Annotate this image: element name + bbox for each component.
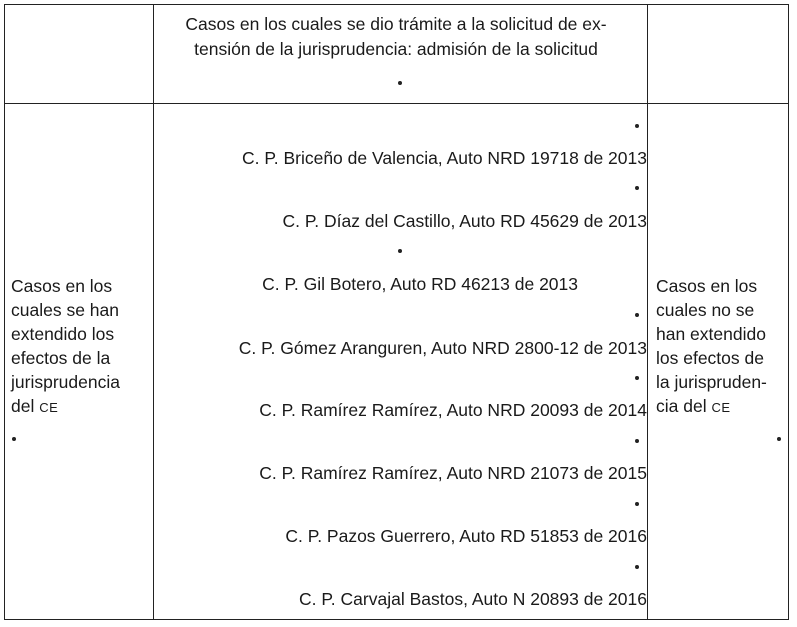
right-cell-line-2: cuales no se bbox=[656, 300, 755, 320]
column-divider-left bbox=[153, 5, 154, 619]
right-cell-cia-del: cia del bbox=[656, 396, 712, 416]
right-cell-line-5: la jurispruden- bbox=[656, 372, 767, 392]
bullet-dot bbox=[398, 81, 402, 85]
header-line-1: Casos en los cuales se dio trámite a la solicitud de ex- bbox=[185, 14, 607, 34]
column-divider-right bbox=[647, 5, 648, 619]
left-cell bbox=[11, 274, 120, 420]
bullet-dot bbox=[635, 439, 639, 443]
case-entry: C. P. Díaz del Castillo, Auto RD 45629 de 2013 bbox=[282, 211, 647, 231]
left-cell-line-6 bbox=[11, 394, 120, 420]
left-cell-line-2: cuales se han bbox=[11, 300, 119, 320]
bullet-dot bbox=[635, 565, 639, 569]
case-entry: C. P. Gil Botero, Auto RD 46213 de 2013 bbox=[262, 274, 578, 294]
left-cell-line-4: efectos de la bbox=[11, 348, 111, 368]
case-entry: C. P. Ramírez Ramírez, Auto NRD 20093 de 2014 bbox=[259, 400, 647, 420]
row-divider bbox=[5, 103, 788, 104]
case-entry: C. P. Carvajal Bastos, Auto N 20893 de 2016 bbox=[299, 589, 647, 609]
left-cell-line-3: extendido los bbox=[11, 324, 115, 344]
right-cell-line-4: los efectos de bbox=[656, 348, 764, 368]
right-cell-line-6 bbox=[656, 394, 767, 420]
bullet-dot bbox=[12, 437, 16, 441]
left-cell-line-5: jurisprudencia bbox=[11, 372, 120, 392]
bullet-dot bbox=[398, 249, 402, 253]
bullet-dot bbox=[635, 124, 639, 128]
bullet-dot bbox=[635, 502, 639, 506]
left-cell-abbr: CE bbox=[39, 400, 59, 415]
left-cell-line-1: Casos en los bbox=[11, 276, 113, 296]
bullet-dot bbox=[635, 313, 639, 317]
right-cell bbox=[656, 274, 767, 420]
header-line-2: tensión de la jurisprudencia: admisión de la solicitud bbox=[194, 39, 598, 59]
case-entry: C. P. Pazos Guerrero, Auto RD 51853 de 2016 bbox=[285, 526, 647, 546]
right-cell-line-1: Casos en los bbox=[656, 276, 758, 296]
bullet-dot bbox=[635, 376, 639, 380]
case-entry: C. P. Gómez Aranguren, Auto NRD 2800-12 de 2013 bbox=[238, 338, 647, 358]
case-entry: C. P. Briceño de Valencia, Auto NRD 19718 de 2013 bbox=[241, 148, 647, 168]
bullet-dot bbox=[635, 186, 639, 190]
case-entry: C. P. Ramírez Ramírez, Auto NRD 21073 de 2015 bbox=[259, 463, 647, 483]
header-cell bbox=[150, 12, 642, 62]
right-cell-line-3: han extendido bbox=[656, 324, 766, 344]
bullet-dot bbox=[777, 437, 781, 441]
right-cell-abbr: CE bbox=[711, 400, 731, 415]
left-cell-del: del bbox=[11, 396, 40, 416]
